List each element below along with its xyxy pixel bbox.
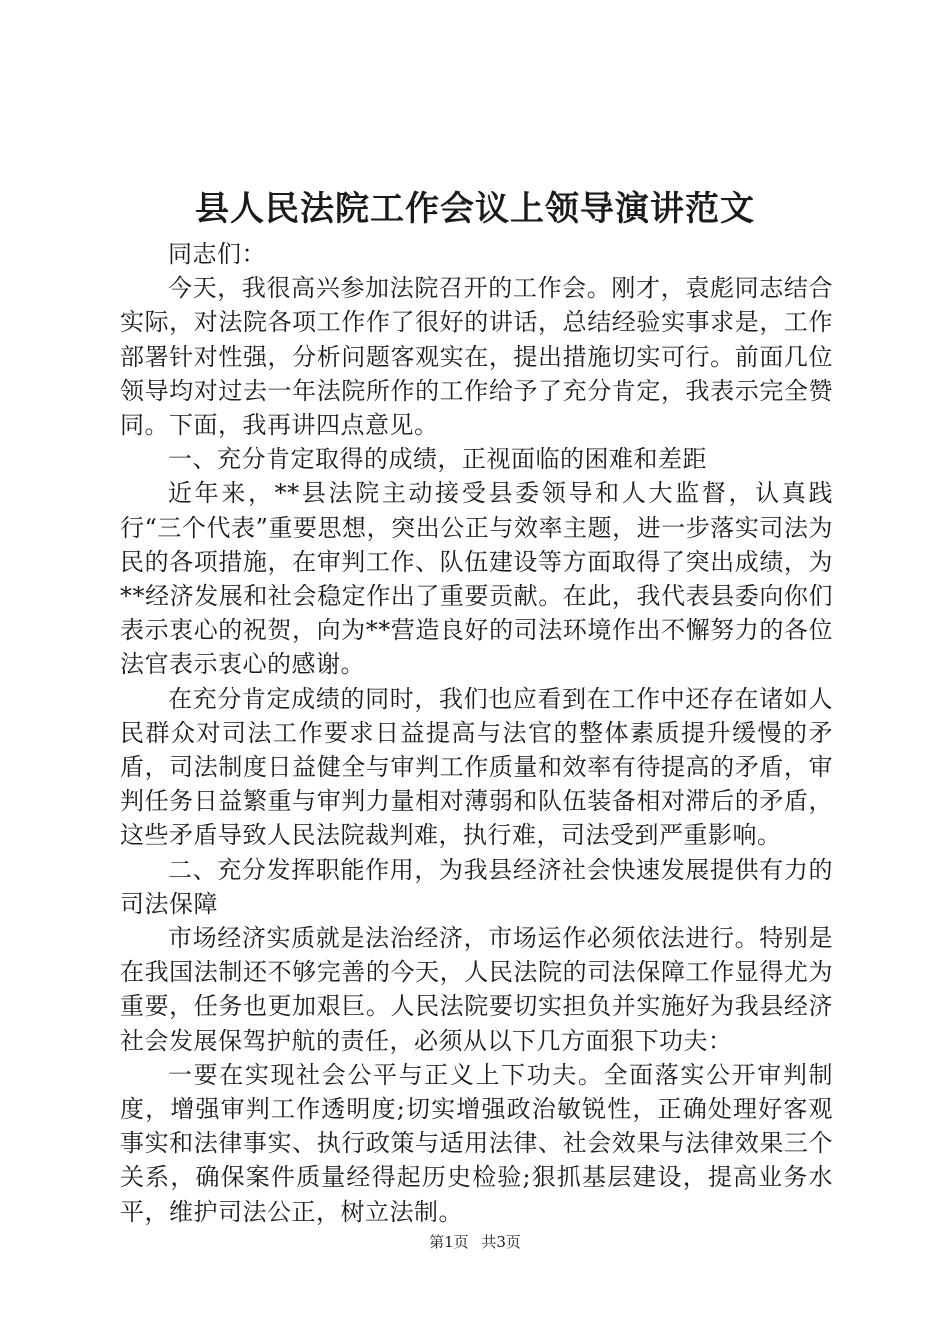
page-total: 共3页 xyxy=(481,1233,521,1251)
body-paragraph: 市场经济实质就是法治经济，市场运作必须依法进行。特别是在我国法制还不够完善的今天，人民法院的司法保障工作显得尤为重要，任务也更加艰巨。人民法院要切实担负并实施好为我县经济社会发展保驾护航的责任，必须从以下几方面狠下功夫： xyxy=(120,924,833,1055)
body-paragraph: 在充分肯定成绩的同时，我们也应看到在工作中还存在诸如人民群众对司法工作要求日益提高与法官的整体素质提升缓慢的矛盾，司法制度日益健全与审判工作质量和效率有待提高的矛盾，审判任务日益繁重与审判力量相对薄弱和队伍装备相对滞后的矛盾，这些矛盾导致人民法院裁判难，执行难，司法受到严重影响。 xyxy=(120,684,833,850)
section-heading: 一、充分肯定取得的成绩，正视面临的困难和差距 xyxy=(168,445,707,474)
document-body xyxy=(120,237,833,1229)
page-footer xyxy=(0,1232,950,1252)
body-paragraph: 今天，我很高兴参加法院召开的工作会。刚才，袁彪同志结合实际，对法院各项工作作了很好的讲话，总结经验实事求是，工作部署针对性强，分析问题客观实在，提出措施切实可行。前面几位领导均对过去一年法院所作的工作给予了充分肯定，我表示完全赞同。下面，我再讲四点意见。 xyxy=(120,274,833,440)
document-title: 县人民法院工作会议上领导演讲范文 xyxy=(195,189,755,229)
section-heading: 二、充分发挥职能作用，为我县经济社会快速发展提供有力的司法保障 xyxy=(120,855,833,918)
page-number: 第1页 xyxy=(429,1233,469,1251)
body-paragraph: 近年来，**县法院主动接受县委领导和人大监督，认真践行“三个代表”重要思想，突出公正与效率主题，进一步落实司法为民的各项措施，在审判工作、队伍建设等方面取得了突出成绩，为**经济发展和社会稳定作出了重要贡献。在此，我代表县委向你们表示衷心的祝贺，向为**营造良好的司法环境作出不懈努力的各位法官表示衷心的感谢。 xyxy=(120,479,833,679)
salutation: 同志们： xyxy=(168,240,266,268)
body-paragraph: 一要在实现社会公平与正义上下功夫。全面落实公开审判制度，增强审判工作透明度;切实增强政治敏锐性，正确处理好客观事实和法律事实、执行政策与适用法律、社会效果与法律效果三个关系，确保案件质量经得起历史检验;狠抓基层建设，提高业务水平，维护司法公正，树立法制。 xyxy=(120,1060,833,1226)
